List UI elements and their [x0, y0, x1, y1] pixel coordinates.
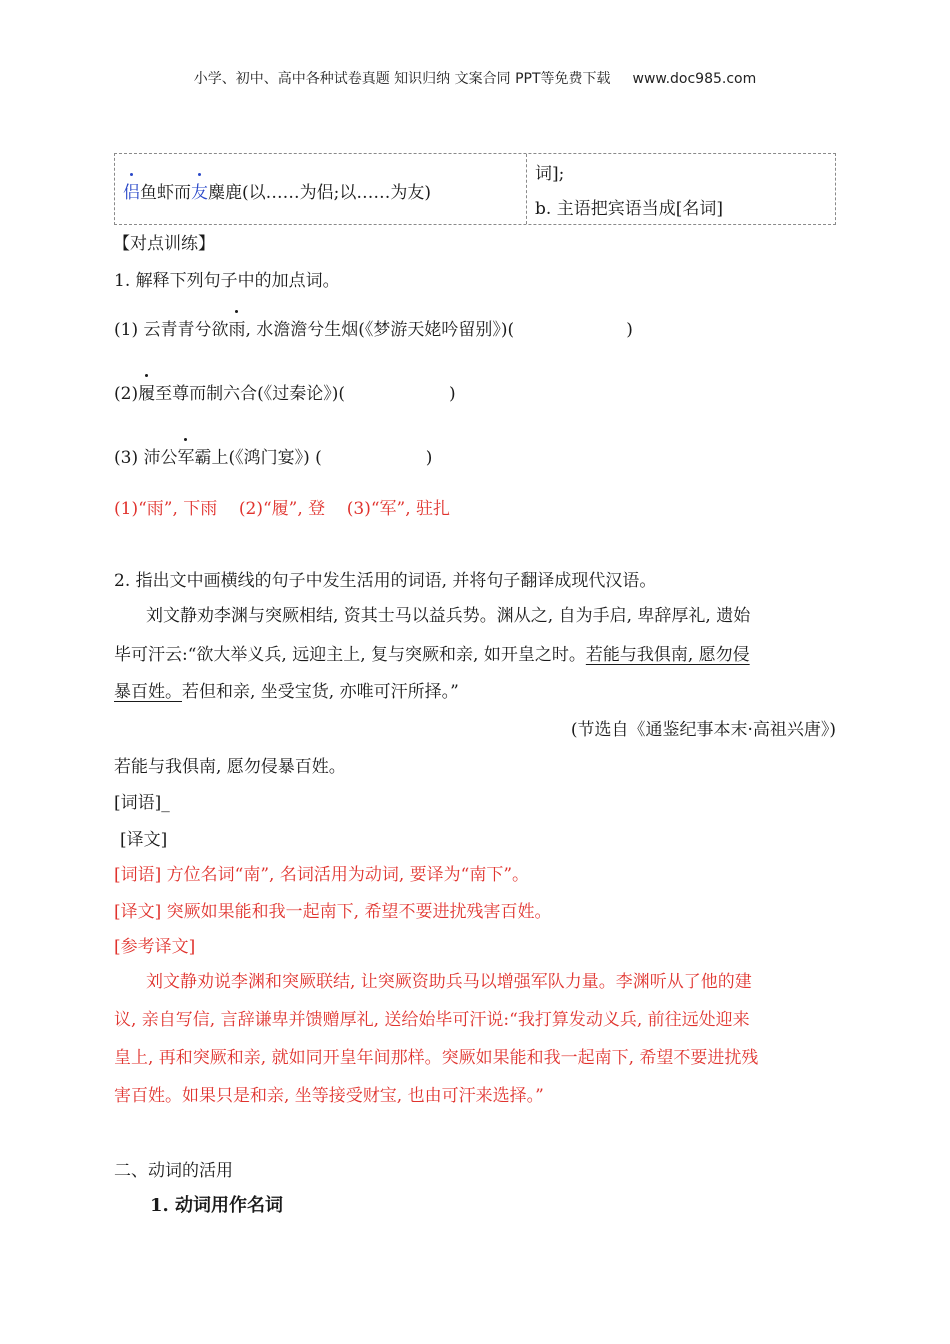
passage-underlined-2: 暴百姓。	[114, 682, 182, 702]
header-text: 小学、初中、高中各种试卷真题 知识归纳 文案合同 PPT等免费下载	[193, 71, 611, 87]
ref-line-3: 皇上, 再和突厥和亲, 就如同开皇年间那样。突厥如果能和我一起南下, 希望不要进扰残	[114, 1048, 759, 1068]
q1-item1-before: (1) 云青青兮欲	[114, 320, 229, 340]
ref-translation-label: [参考译文]	[114, 937, 196, 957]
q1-item2-before: (2)	[114, 384, 139, 404]
passage-underlined-1: 若能与我俱南, 愿勿侵	[585, 645, 750, 665]
page-header	[0, 68, 950, 88]
q1-item3-after: 霸上(《鸿门宴》) (	[194, 448, 322, 468]
label-words: [词语]_	[114, 793, 170, 813]
q1-item-3	[114, 443, 432, 468]
q1-item-2	[114, 379, 456, 404]
q1-item3-close: )	[425, 448, 433, 468]
ref-line-2: 议, 亲自写信, 言辞谦卑并馈赠厚礼, 送给始毕可汗说:“我打算发动义兵, 前往远处迎来	[114, 1010, 750, 1030]
q1-item-1	[114, 315, 633, 340]
table-left-text2: 麋鹿(以……为侣;以……为友)	[208, 183, 431, 203]
ref-line-4: 害百姓。如果只是和亲, 坐等接受财宝, 也由可汗来选择。”	[114, 1086, 544, 1106]
dotted-char-you: 友	[191, 178, 208, 203]
table-left-text1: 鱼虾而	[140, 183, 191, 203]
q1-answer: (1)“雨”, 下雨 (2)“履”, 登 (3)“军”, 驻扎	[114, 499, 451, 519]
table-divider	[526, 154, 527, 224]
grammar-table	[114, 153, 836, 225]
ref-line-1: 刘文静劝说李渊和突厥联结, 让突厥资助兵马以增强军队力量。李渊听从了他的建	[146, 972, 752, 992]
section2-subheading: 1. 动词用作名词	[150, 1195, 284, 1216]
q1-item1-after: , 水澹澹兮生烟(《梦游天姥吟留别》)(	[245, 320, 515, 340]
table-right-line1: 词];	[535, 164, 565, 184]
passage-line-3	[114, 677, 459, 702]
passage-line2-plain: 毕可汗云:“欲大举义兵, 远迎主上, 复与突厥和亲, 如开皇之时。	[114, 645, 586, 665]
q2-title: 2. 指出文中画横线的句子中发生活用的词语, 并将句子翻译成现代汉语。	[114, 571, 657, 591]
answer-translation: [译文] 突厥如果能和我一起南下, 希望不要进扰残害百姓。	[114, 902, 552, 922]
dotted-char-lv: 侣	[123, 178, 140, 203]
label-translation: [译文]	[120, 830, 168, 850]
q1-title: 1. 解释下列句子中的加点词。	[114, 271, 340, 291]
q1-item2-after: 至尊而制六合(《过秦论》)(	[155, 384, 345, 404]
answer-words: [词语] 方位名词“南”, 名词活用为动词, 要译为“南下”。	[114, 865, 530, 885]
dotted-char-yu: 雨	[228, 315, 245, 340]
passage-line-1: 刘文静劝李渊与突厥相结, 资其士马以益兵势。渊从之, 自为手启, 卑辞厚礼, 遗始	[146, 606, 751, 626]
passage-line-2	[114, 640, 750, 665]
q1-item2-close: )	[449, 384, 456, 404]
passage-source: (节选自《通鉴纪事本末·高祖兴唐》)	[570, 720, 836, 740]
practice-heading: 【对点训练】	[113, 234, 215, 254]
header-site-link[interactable]: www.doc985.com	[632, 71, 757, 87]
section2-heading: 二、动词的活用	[114, 1161, 233, 1181]
dotted-char-lv2: 履	[138, 379, 155, 404]
passage-line3-plain: 若但和亲, 坐受宝货, 亦唯可汗所择。”	[182, 682, 459, 702]
q1-item1-close: )	[626, 320, 633, 340]
target-sentence: 若能与我俱南, 愿勿侵暴百姓。	[114, 757, 346, 777]
table-right-line2: b. 主语把宾语当成[名词]	[535, 199, 723, 219]
dotted-char-jun: 军	[177, 443, 194, 468]
table-left-cell	[123, 178, 431, 203]
q1-item3-before: (3) 沛公	[114, 448, 178, 468]
